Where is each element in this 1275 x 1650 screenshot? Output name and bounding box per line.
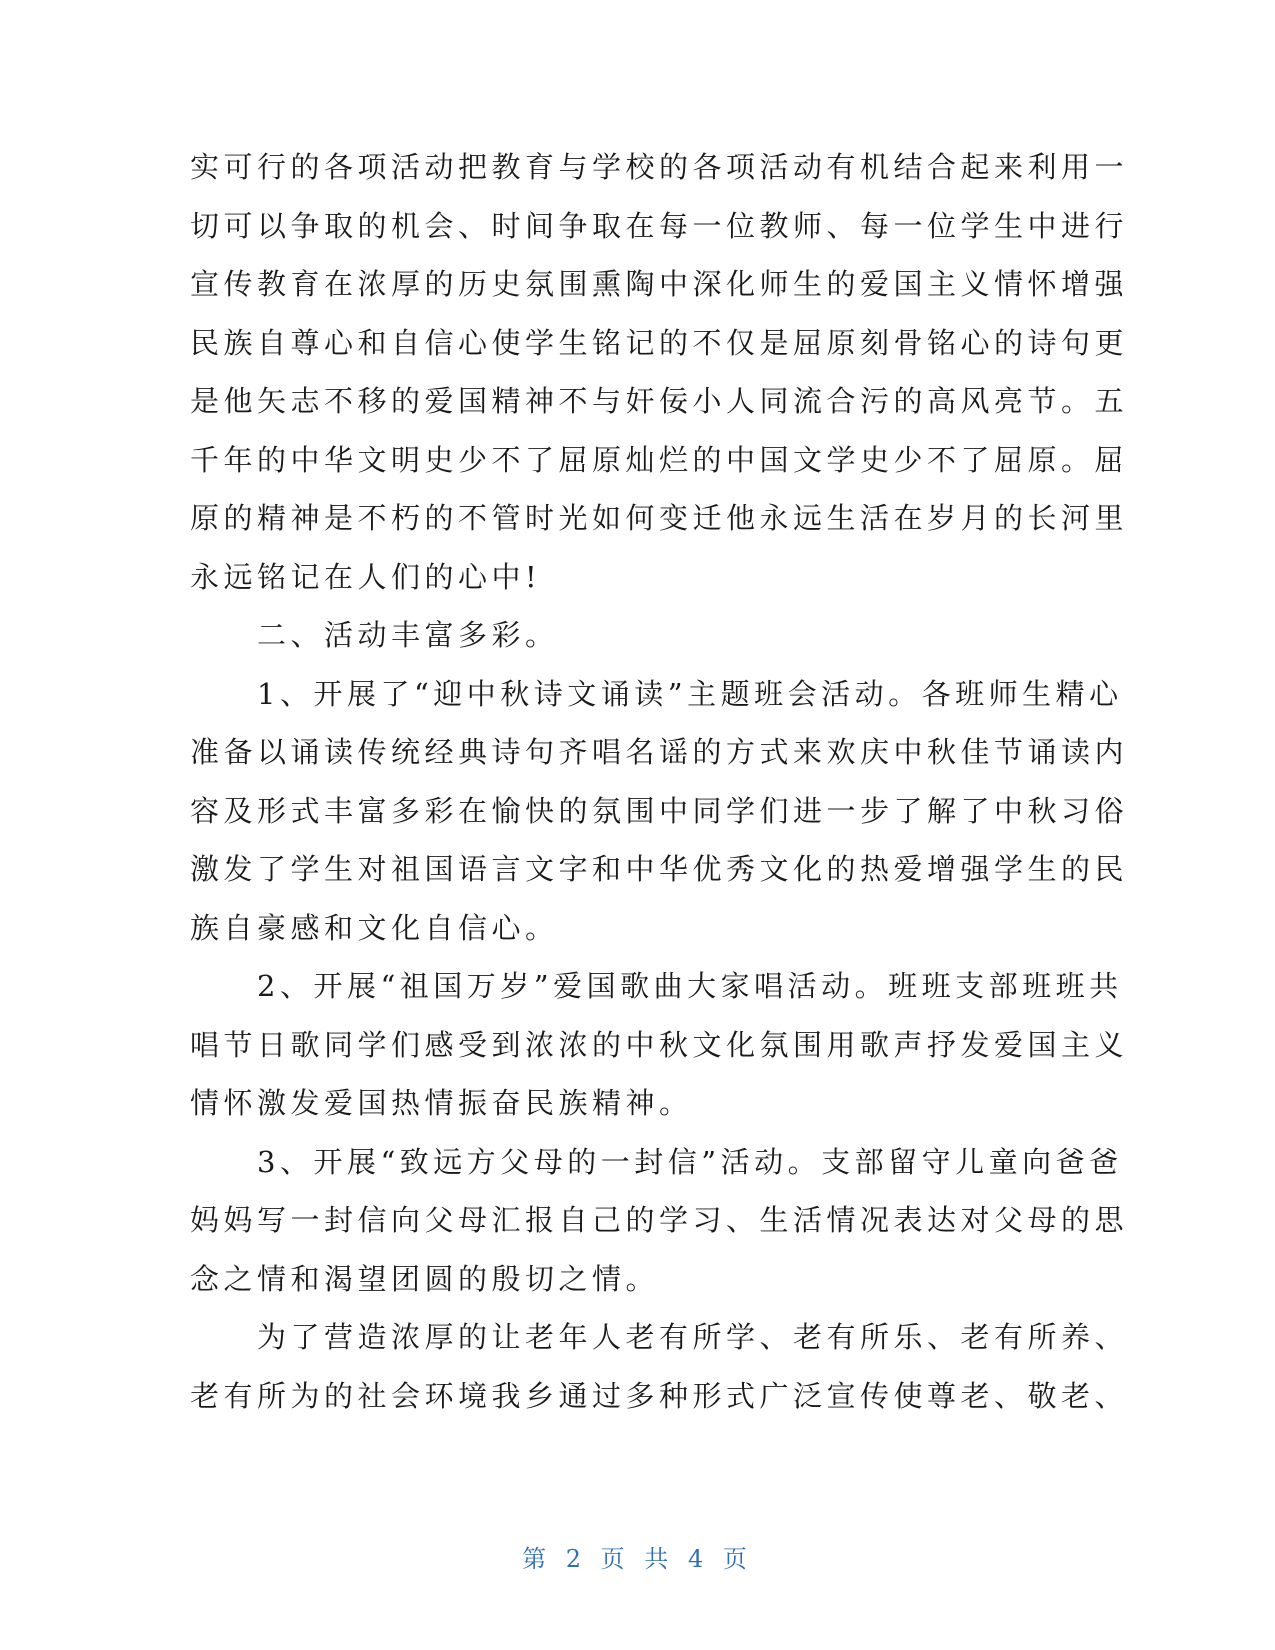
- document-body: [190, 138, 1129, 1425]
- text-line: 容及形式丰富多彩在愉快的氛围中同学们进一步了解了中秋习俗: [190, 793, 1129, 828]
- text-line: 唱节日歌同学们感受到浓浓的中秋文化氛围用歌声抒发爱国主义: [190, 1027, 1129, 1062]
- paragraph-item-3: [190, 1133, 1129, 1309]
- text-line: 是他矢志不移的爱国精神不与奸佞小人同流合污的高风亮节。五: [190, 384, 1129, 418]
- text-line: 准备以诵读传统经典诗句齐唱名谣的方式来欢庆中秋佳节诵读内: [190, 735, 1129, 769]
- text-line: 千年的中华文明史少不了屈原灿烂的中国文学史少不了屈原。屈: [190, 442, 1129, 477]
- text-line: 3、开展“致远方父母的一封信”活动。支部留守儿童向爸爸: [190, 1144, 1123, 1179]
- text-line: 永远铭记在人们的心中!: [190, 559, 542, 594]
- text-line: 切可以争取的机会、时间争取在每一位教师、每一位学生中进行: [190, 208, 1129, 243]
- text-line: 情怀激发爱国热情振奋民族精神。: [190, 1086, 693, 1120]
- paragraph-elderly-care: [190, 1308, 1129, 1425]
- text-line: 老有所为的社会环境我乡通过多种形式广泛宣传使尊老、敬老、: [190, 1378, 1129, 1413]
- text-line: 激发了学生对祖国语言文字和中华优秀文化的热爱增强学生的民: [190, 852, 1129, 886]
- paragraph-item-2: [190, 957, 1129, 1133]
- section-heading: [190, 606, 1070, 665]
- text-line: 1、开展了“迎中秋诗文诵读”主题班会活动。各班师生精心: [190, 676, 1123, 711]
- text-line: 原的精神是不朽的不管时光如何变迁他永远生活在岁月的长河里: [190, 501, 1129, 535]
- text-line: 2、开展“祖国万岁”爱国歌曲大家唱活动。班班支部班班共: [190, 969, 1123, 1003]
- page-number-label: 第 2 页 共 4 页: [522, 1545, 753, 1573]
- paragraph-item-1: [190, 665, 1129, 958]
- text-line: 实可行的各项活动把教育与学校的各项活动有机结合起来利用一: [190, 150, 1129, 184]
- text-line: 念之情和渴望团圆的殷切之情。: [190, 1261, 660, 1296]
- text-line: 族自豪感和文化自信心。: [190, 910, 559, 945]
- paragraph-qu-yuan-spirit: [190, 138, 1129, 606]
- text-line: 妈妈写一封信向父母汇报自己的学习、生活情况表达对父母的思: [190, 1203, 1129, 1237]
- text-line: 二、活动丰富多彩。: [190, 618, 559, 652]
- page-footer: [0, 1539, 1275, 1574]
- text-line: 宣传教育在浓厚的历史氛围熏陶中深化师生的爱国主义情怀增强: [190, 267, 1129, 301]
- text-line: 民族自尊心和自信心使学生铭记的不仅是屈原刻骨铭心的诗句更: [190, 325, 1129, 360]
- text-line: 为了营造浓厚的让老年人老有所学、老有所乐、老有所养、: [190, 1320, 1129, 1354]
